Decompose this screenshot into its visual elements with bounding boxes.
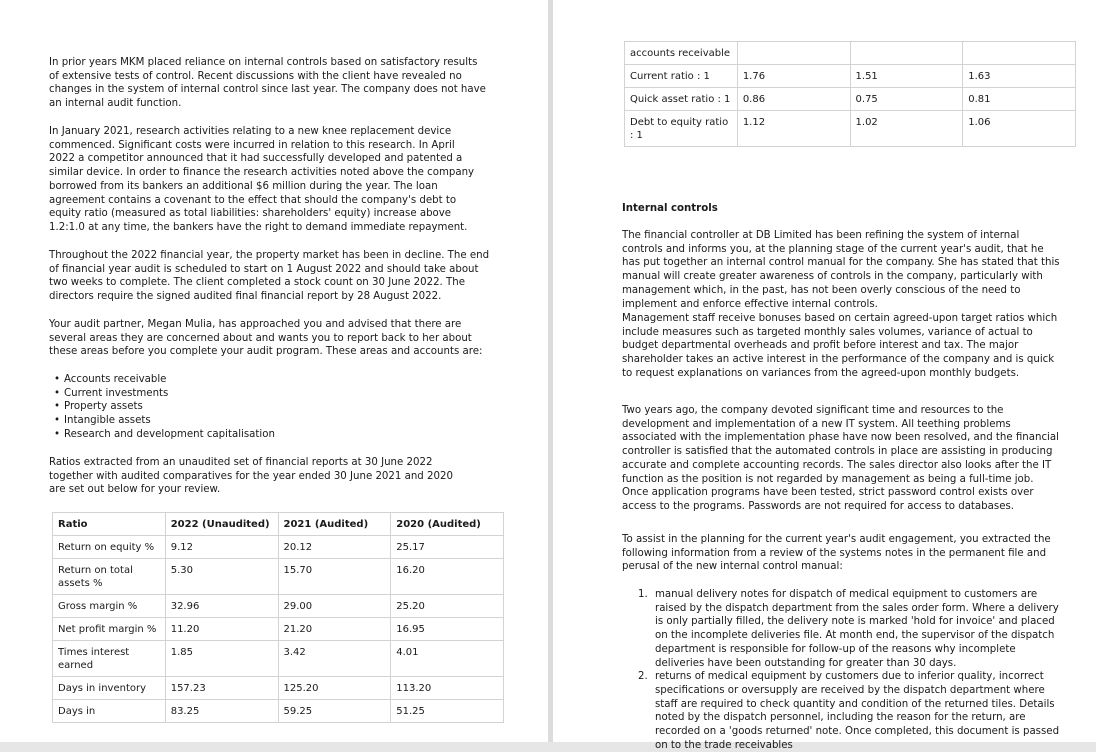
table-row — [53, 618, 504, 641]
table-cell: 113.20 — [391, 677, 504, 700]
table-cell: 1.06 — [963, 111, 1076, 147]
bullet-icon: • — [54, 387, 61, 399]
table-row — [53, 677, 504, 700]
table-cell: 51.25 — [391, 700, 504, 723]
table-cell: 157.23 — [165, 677, 278, 700]
list-item-label: Research and development capitalisation — [64, 428, 275, 440]
table-cell — [963, 42, 1076, 65]
table-cell: 9.12 — [165, 536, 278, 559]
table-cell: 1.76 — [737, 65, 850, 88]
list-item — [638, 670, 1068, 752]
list-item-text: manual delivery notes for dispatch of medical equipment to customers are raised by the dispatch department from the sales order form. Where a delivery is only partially filled, the delivery note is marked 'hold for invoice' and placed on the incomplete deliveries file. At month end, the supervisor of the dispatch department is responsible for follow-up of the reasons why incomplete deliveries have been outstanding for greater than 30 days. — [655, 589, 1059, 669]
table-cell: 11.20 — [165, 618, 278, 641]
table-cell: 25.20 — [391, 595, 504, 618]
table-cell: Quick asset ratio : 1 — [625, 88, 738, 111]
table-cell: 59.25 — [278, 700, 391, 723]
table-cell: 1.85 — [165, 641, 278, 677]
paragraph-it-system: Two years ago, the company devoted significant time and resources to the development and implementation of a new IT system. All teething problems associated with the implementation phase have now been resolved, and the financial controller is satisfied that the automated controls in place are assisting in producing accurate and complete accounting records. The sales director also looks after the IT function as the position is not regarded by management as being a full-time job. Once application programs have been tested, strict password control exists over access to the programs. Passwords are not required for access to databases. — [622, 405, 1059, 512]
list-item-label: Property assets — [64, 401, 143, 413]
paragraph-ratios-intro: Ratios extracted from an unaudited set of financial reports at 30 June 2022 together with audited comparatives for the year ended 30 June 2021 and 2020 are set out below for your review. — [49, 457, 453, 496]
table-row — [53, 595, 504, 618]
table-row — [53, 700, 504, 723]
table-cell — [737, 42, 850, 65]
table-header-cell: 2022 (Unaudited) — [165, 513, 278, 536]
table-cell: 1.02 — [850, 111, 963, 147]
section-heading-internal-controls: Internal controls — [622, 203, 718, 214]
list-item — [54, 414, 354, 428]
table-cell: Times interest earned — [53, 641, 166, 677]
bullet-icon: • — [54, 374, 61, 385]
list-item-label: Current investments — [64, 387, 169, 399]
table-cell: 16.20 — [391, 559, 504, 595]
bullet-icon: • — [54, 428, 61, 440]
table-row — [53, 559, 504, 595]
table-cell: 3.42 — [278, 641, 391, 677]
table-header-cell: 2021 (Audited) — [278, 513, 391, 536]
list-item-label: Intangible assets — [64, 415, 151, 427]
areas-list — [54, 373, 354, 442]
table-row — [625, 111, 1076, 147]
list-item-text: returns of medical equipment by customers due to inferior quality, incorrect specifications or oversupply are received by the dispatch department where staff are required to check quantity and condition of the returned tiles. Details noted by the dispatch personnel, including the reason for the return, are recorded on a 'goods returned' note. Once completed, this document is passed on to the trade receivables — [655, 671, 1060, 751]
table-cell: 0.81 — [963, 88, 1076, 111]
table-cell: Return on equity % — [53, 536, 166, 559]
table-cell: accounts receivable — [625, 42, 738, 65]
table-cell: Net profit margin % — [53, 618, 166, 641]
table-cell: 125.20 — [278, 677, 391, 700]
paragraph-financial-controller: The financial controller at DB Limited has been refining the system of internal controls and informs you, at the planning stage of the current year's audit, that he has put together an internal control manual for the company. She has stated that this manual will create greater awareness of controls in the company, particularly with management which, in the past, has not been overly conscious of the need to implement and enforce effective internal controls. — [622, 230, 1060, 310]
table-cell: 1.51 — [850, 65, 963, 88]
table-cell: 83.25 — [165, 700, 278, 723]
table-cell: Days in — [53, 700, 166, 723]
table-cell — [850, 42, 963, 65]
table-cell: 25.17 — [391, 536, 504, 559]
table-cell: Return on total assets % — [53, 559, 166, 595]
list-item — [638, 588, 1068, 670]
table-cell: 5.30 — [165, 559, 278, 595]
table-cell: 20.12 — [278, 536, 391, 559]
ratio-table-continued — [624, 41, 1076, 147]
systems-notes-list — [638, 588, 1068, 752]
table-cell: Current ratio : 1 — [625, 65, 738, 88]
table-cell: 1.63 — [963, 65, 1076, 88]
table-cell: 21.20 — [278, 618, 391, 641]
table-cell: Gross margin % — [53, 595, 166, 618]
table-row — [53, 536, 504, 559]
table-cell: Days in inventory — [53, 677, 166, 700]
table-header-row — [53, 513, 504, 536]
list-item — [54, 428, 354, 442]
list-item — [54, 387, 354, 401]
paragraph-research-activities: In January 2021, research activities relating to a new knee replacement device commenced. Significant costs were incurred in relation to this research. In April 2022 a competitor announced that it had successfully developed and patented a similar device. In order to finance the research activities noted above the company borrowed from its bankers an additional $6 million during the year. The loan agreement contains a covenant to the effect that should the company's debt to equity ratio (measured as total liabilities: shareholders' equity) increase above 1.2:1.0 at any time, the bankers have the right to demand immediate repayment. — [49, 126, 475, 233]
paragraph-internal-controls-reliance: In prior years MKM placed reliance on internal controls based on satisfactory results of extensive tests of control. Recent discussions with the client have revealed no changes in the system of internal control since last year. The company does not have an internal audit function. — [49, 57, 486, 110]
bullet-icon: • — [54, 415, 61, 427]
table-cell: 32.96 — [165, 595, 278, 618]
list-item — [54, 400, 354, 414]
table-cell: Debt to equity ratio : 1 — [625, 111, 738, 147]
ratio-table — [52, 512, 504, 723]
table-cell: 15.70 — [278, 559, 391, 595]
table-row — [53, 641, 504, 677]
table-row — [625, 65, 1076, 88]
table-header-cell: Ratio — [53, 513, 166, 536]
list-item — [54, 373, 354, 387]
table-cell: 0.86 — [737, 88, 850, 111]
table-header-cell: 2020 (Audited) — [391, 513, 504, 536]
table-cell: 29.00 — [278, 595, 391, 618]
bullet-icon: • — [54, 401, 61, 413]
table-cell: 1.12 — [737, 111, 850, 147]
list-number: 1. — [638, 589, 648, 600]
table-cell: 16.95 — [391, 618, 504, 641]
paragraph-audit-partner: Your audit partner, Megan Mulia, has approached you and advised that there are several areas they are concerned about and wants you to report back to her about these areas before you complete your audit program. These areas and accounts are: — [49, 319, 483, 358]
paragraph-property-market: Throughout the 2022 financial year, the property market has been in decline. The end of financial year audit is scheduled to start on 1 August 2022 and should take about two weeks to complete. The client completed a stock count on 30 June 2022. The directors require the signed audited final financial report by 28 August 2022. — [49, 250, 490, 303]
paragraph-planning-info: To assist in the planning for the current year's audit engagement, you extracted the following information from a review of the systems notes in the permanent file and perusal of the new internal control manual: — [622, 534, 1051, 573]
list-item-label: Accounts receivable — [64, 374, 167, 385]
table-row — [625, 88, 1076, 111]
table-row — [625, 42, 1076, 65]
table-cell: 4.01 — [391, 641, 504, 677]
list-number: 2. — [638, 671, 648, 683]
table-cell: 0.75 — [850, 88, 963, 111]
paragraph-management-bonuses: Management staff receive bonuses based on certain agreed-upon target ratios which include measures such as targeted monthly sales volumes, variance of actual to budget departmental overheads and profit before interest and tax. The major shareholder takes an active interest in the performance of the company and is quick to request explanations on variances from the agreed-upon monthly budgets. — [622, 313, 1058, 379]
